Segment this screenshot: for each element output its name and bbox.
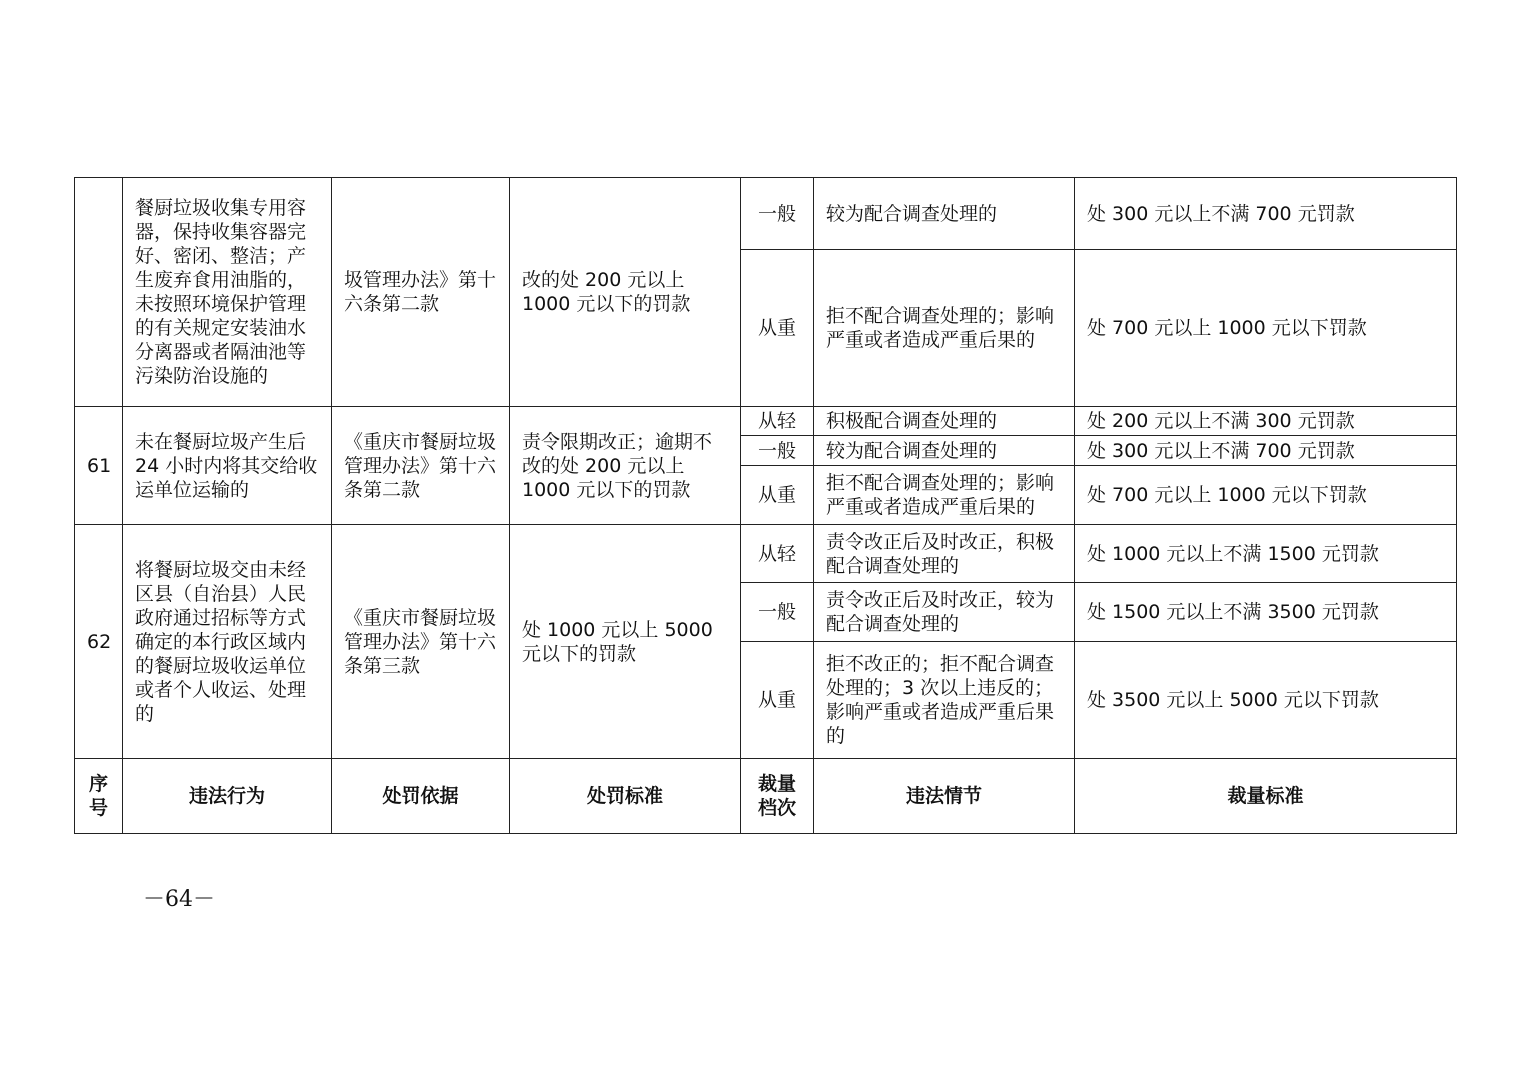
seq-cell: 61 bbox=[75, 407, 123, 525]
table-header-row bbox=[75, 759, 1457, 834]
standard-cell: 处 300 元以上不满 700 元罚款 bbox=[1075, 178, 1457, 250]
circumstance-cell: 拒不配合调查处理的；影响严重或者造成严重后果的 bbox=[814, 466, 1075, 525]
level-cell: 从重 bbox=[741, 466, 814, 525]
header-basis: 处罚依据 bbox=[332, 759, 510, 834]
header-circumstance: 违法情节 bbox=[814, 759, 1075, 834]
standard-cell: 处 700 元以上 1000 元以下罚款 bbox=[1075, 466, 1457, 525]
standard-cell: 处 3500 元以上 5000 元以下罚款 bbox=[1075, 642, 1457, 759]
penalty-cell: 责令限期改正；逾期不改的处 200 元以上 1000 元以下的罚款 bbox=[510, 407, 741, 525]
seq-cell bbox=[75, 178, 123, 407]
basis-cell: 圾管理办法》第十六条第二款 bbox=[332, 178, 510, 407]
table-row bbox=[75, 525, 1457, 583]
circumstance-cell: 较为配合调查处理的 bbox=[814, 436, 1075, 466]
page-number: －64－ bbox=[143, 887, 215, 912]
table-row bbox=[75, 178, 1457, 250]
basis-cell: 《重庆市餐厨垃圾管理办法》第十六条第二款 bbox=[332, 407, 510, 525]
penalty-cell: 改的处 200 元以上 1000 元以下的罚款 bbox=[510, 178, 741, 407]
level-cell: 一般 bbox=[741, 436, 814, 466]
circumstance-cell: 积极配合调查处理的 bbox=[814, 407, 1075, 436]
level-cell: 一般 bbox=[741, 583, 814, 642]
table-row bbox=[75, 407, 1457, 436]
circumstance-cell: 责令改正后及时改正，较为配合调查处理的 bbox=[814, 583, 1075, 642]
level-cell: 从轻 bbox=[741, 407, 814, 436]
level-cell: 一般 bbox=[741, 178, 814, 250]
circumstance-cell: 拒不改正的；拒不配合调查处理的；3 次以上违反的；影响严重或者造成严重后果的 bbox=[814, 642, 1075, 759]
standard-cell: 处 1500 元以上不满 3500 元罚款 bbox=[1075, 583, 1457, 642]
violation-cell: 将餐厨垃圾交由未经区县（自治县）人民政府通过招标等方式确定的本行政区域内的餐厨垃圾收运单位或者个人收运、处理的 bbox=[123, 525, 332, 759]
level-cell: 从重 bbox=[741, 250, 814, 407]
standard-cell: 处 200 元以上不满 300 元罚款 bbox=[1075, 407, 1457, 436]
standard-cell: 处 1000 元以上不满 1500 元罚款 bbox=[1075, 525, 1457, 583]
basis-cell: 《重庆市餐厨垃圾管理办法》第十六条第三款 bbox=[332, 525, 510, 759]
level-cell: 从轻 bbox=[741, 525, 814, 583]
header-violation: 违法行为 bbox=[123, 759, 332, 834]
seq-cell: 62 bbox=[75, 525, 123, 759]
penalty-table bbox=[74, 177, 1457, 834]
header-discretion-standard: 裁量标准 bbox=[1075, 759, 1457, 834]
violation-cell: 餐厨垃圾收集专用容器，保持收集容器完好、密闭、整洁；产生废弃食用油脂的，未按照环境保护管理的有关规定安装油水分离器或者隔油池等污染防治设施的 bbox=[123, 178, 332, 407]
circumstance-cell: 拒不配合调查处理的；影响严重或者造成严重后果的 bbox=[814, 250, 1075, 407]
standard-cell: 处 300 元以上不满 700 元罚款 bbox=[1075, 436, 1457, 466]
level-cell: 从重 bbox=[741, 642, 814, 759]
standard-cell: 处 700 元以上 1000 元以下罚款 bbox=[1075, 250, 1457, 407]
header-penalty-standard: 处罚标准 bbox=[510, 759, 741, 834]
circumstance-cell: 责令改正后及时改正，积极配合调查处理的 bbox=[814, 525, 1075, 583]
violation-cell: 未在餐厨垃圾产生后 24 小时内将其交给收运单位运输的 bbox=[123, 407, 332, 525]
penalty-cell: 处 1000 元以上 5000 元以下的罚款 bbox=[510, 525, 741, 759]
circumstance-cell: 较为配合调查处理的 bbox=[814, 178, 1075, 250]
header-level: 裁量 档次 bbox=[741, 759, 814, 834]
header-seq: 序号 bbox=[75, 759, 123, 834]
